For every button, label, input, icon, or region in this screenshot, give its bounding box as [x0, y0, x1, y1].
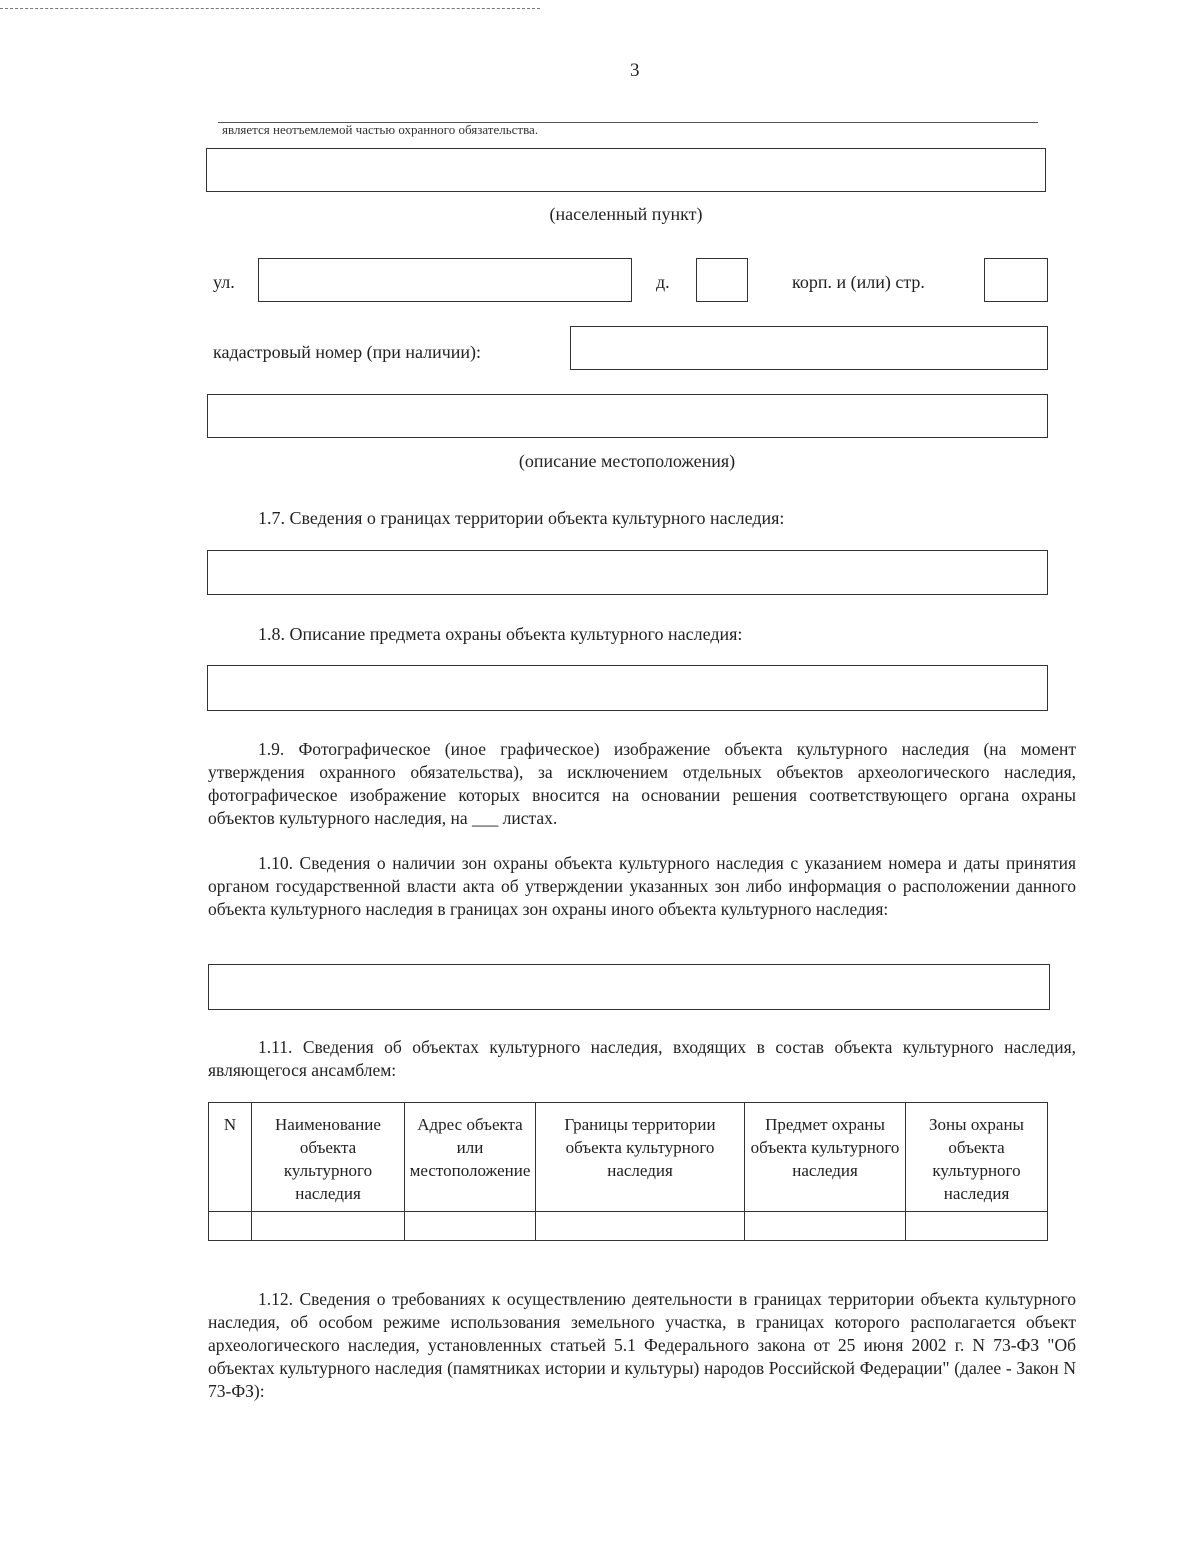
protection-subject-field[interactable]: [207, 665, 1048, 711]
territory-bounds-field[interactable]: [207, 550, 1048, 595]
section-1-11: 1.11. Сведения об объектах культурного наследия, входящих в состав объекта культурного наследия, являющегося ансамблем:: [208, 1037, 1076, 1080]
cadastral-label: кадастровый номер (при наличии):: [213, 342, 482, 362]
table-row: [209, 1212, 1048, 1241]
house-field[interactable]: [696, 258, 748, 302]
table-cell[interactable]: [536, 1212, 745, 1241]
table-cell[interactable]: [745, 1212, 906, 1241]
scan-artifact-line: [0, 8, 540, 9]
page-number: 3: [630, 60, 640, 81]
col-zones-header: Зоны охраны объекта культурного наследия: [906, 1103, 1048, 1212]
cadastral-field[interactable]: [570, 326, 1048, 370]
building-field[interactable]: [984, 258, 1048, 302]
settlement-field[interactable]: [206, 148, 1046, 192]
col-bounds-header: Границы территории объекта культурного наследия: [536, 1103, 745, 1212]
section-1-7: 1.7. Сведения о границах территории объекта культурного наследия:: [258, 508, 785, 528]
location-caption: (описание местоположения): [518, 451, 736, 471]
table-header-row: [209, 1103, 1048, 1212]
street-field[interactable]: [258, 258, 632, 302]
table-cell[interactable]: [906, 1212, 1048, 1241]
table-cell[interactable]: [405, 1212, 536, 1241]
section-1-10: 1.10. Сведения о наличии зон охраны объекта культурного наследия с указанием номера и даты принятия органом государственной власти акта об утверждении указанных зон либо информация о расположении данного объекта культурного наследия в границах зон охраны иного объекта культурного наследия:: [208, 853, 1076, 919]
table-cell[interactable]: [209, 1212, 252, 1241]
section-1-8: 1.8. Описание предмета охраны объекта культурного наследия:: [258, 624, 743, 644]
street-label: ул.: [213, 272, 235, 292]
col-name-header: Наименование объекта культурного наследия: [252, 1103, 405, 1212]
col-subject-header: Предмет охраны объекта культурного наследия: [745, 1103, 906, 1212]
protection-zones-field[interactable]: [208, 964, 1050, 1010]
location-field[interactable]: [207, 394, 1048, 438]
col-number-header: N: [209, 1103, 252, 1212]
table-cell[interactable]: [252, 1212, 405, 1241]
house-label: д.: [656, 272, 670, 292]
settlement-caption: (населенный пункт): [549, 204, 703, 224]
top-note: является неотъемлемой частью охранного обязательства.: [222, 122, 539, 137]
section-1-12: 1.12. Сведения о требованиях к осуществлению деятельности в границах территории объекта культурного наследия, об особом режиме использования земельного участка, в границах которого располагается объект археологического наследия, установленных статьей 5.1 Федерального закона от 25 июня 2002 г. N 73-ФЗ "Об объектах культурного наследия (памятниках истории и культуры) народов Российской Федерации" (далее - Закон N 73-ФЗ):: [208, 1289, 1076, 1401]
section-1-9: 1.9. Фотографическое (иное графическое) изображение объекта культурного наследия (на момент утверждения охранного обязательства), за исключением отдельных объектов археологического наследия, фотографическое изображение которых вносится на основании решения соответствующего органа охраны объектов культурного наследия, на ___ листах.: [208, 739, 1076, 828]
ensemble-objects-table: [208, 1102, 1048, 1241]
col-address-header: Адрес объекта или местоположение: [405, 1103, 536, 1212]
building-label: корп. и (или) стр.: [792, 272, 925, 292]
